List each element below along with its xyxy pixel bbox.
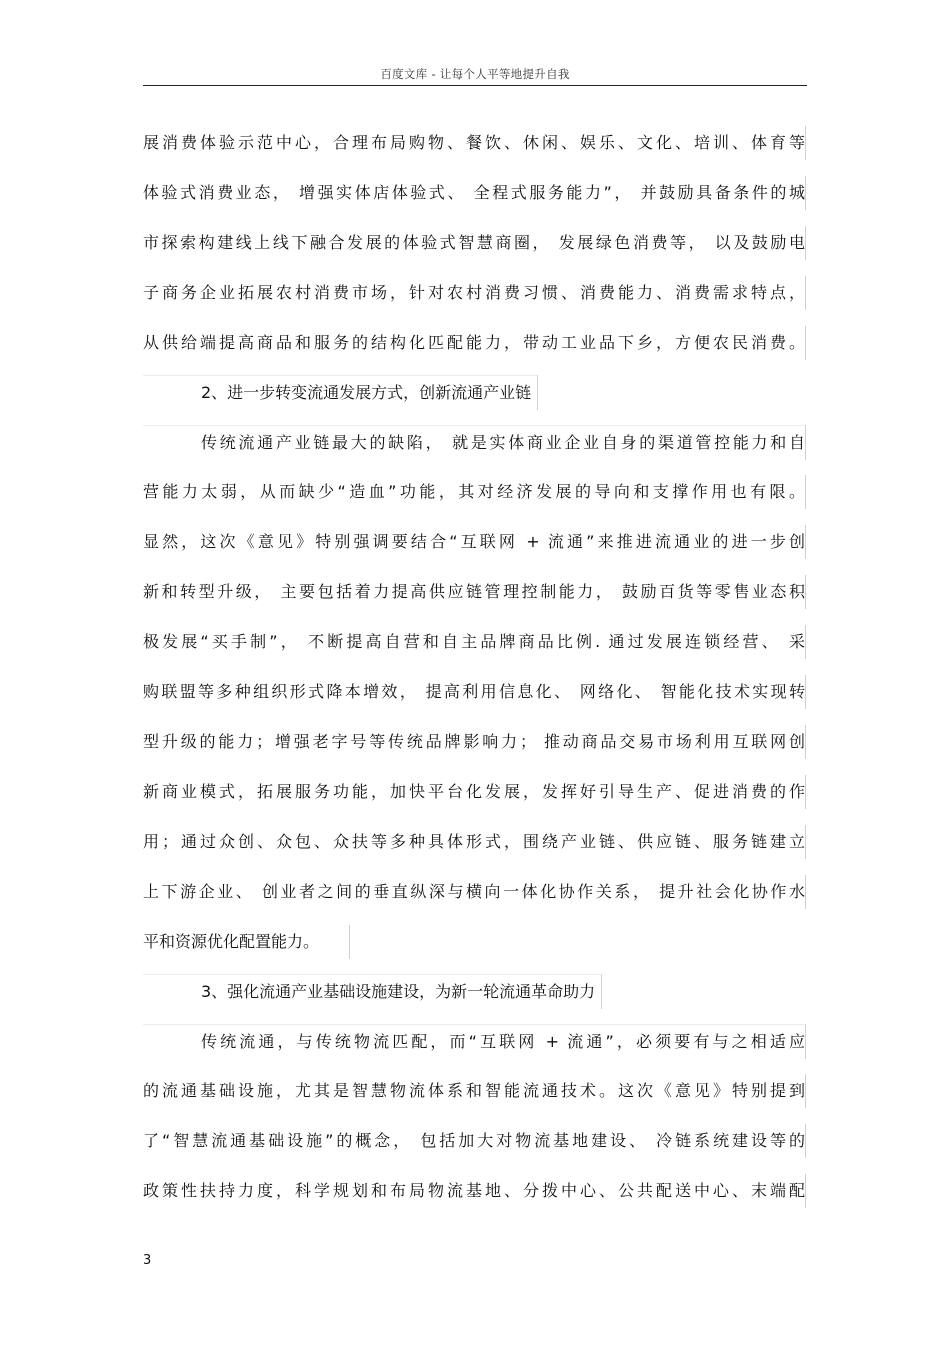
text-line: 新商业模式，拓展服务功能，加快平台化发展，发挥好引导生产、促进消费的作 [143,775,806,809]
text-line: 型升级的能力；增强老字号等传统品牌影响力； 推动商品交易市场利用互联网创 [143,725,806,759]
text-line: 营能力太弱，从而缺少“造血”功能，其对经济发展的导向和支撑作用也有限。 [143,475,806,509]
paragraph-last-line: 平和资源优化配置能力。 [143,925,350,959]
paragraph-first-line: 传统流通产业链最大的缺陷， 就是实体商业企业自身的渠道管控能力和自 [143,425,806,460]
text-line: 从供给端提高商品和服务的结构化匹配能力，带动工业品下乡，方便农民消费。 [143,326,806,360]
text-line: 了“智慧流通基础设施”的概念， 包括加大对物流基地建设、 冷链系统建设等的 [143,1124,806,1158]
section-heading-3: 3、强化流通产业基础设施建设，为新一轮流通革命助力 [143,974,602,1009]
text-line: 展消费体验示范中心，合理布局购物、餐饮、休闲、娱乐、文化、培训、体育等 [143,126,806,160]
page-number: 3 [143,1253,152,1268]
text-line: 市探索构建线上线下融合发展的体验式智慧商圈， 发展绿色消费等， 以及鼓励电 [143,226,806,260]
section-heading-2: 2、进一步转变流通发展方式，创新流通产业链 [143,375,538,410]
page-header: 百度文库 - 让每个人平等地提升自我 [380,67,570,81]
text-line: 极发展“买手制”， 不断提高自营和自主品牌商品比例. 通过发展连锁经营、 采 [143,625,806,659]
text-line: 显然，这次《意见》特别强调要结合“互联网 + 流通”来推进流通业的进一步创 [143,525,806,559]
text-line: 子商务企业拓展农村消费市场，针对农村消费习惯、消费能力、消费需求特点， [143,276,806,310]
text-line: 的流通基础设施，尤其是智慧物流体系和智能流通技术。这次《意见》特别提到 [143,1074,806,1108]
text-line: 购联盟等多种组织形式降本增效， 提高利用信息化、 网络化、 智能化技术实现转 [143,675,806,709]
text-line: 政策性扶持力度，科学规划和布局物流基地、分拨中心、公共配送中心、末端配 [143,1174,806,1208]
text-line: 体验式消费业态， 增强实体店体验式、 全程式服务能力”， 并鼓励具备条件的城 [143,176,806,210]
text-line: 用；通过众创、众包、众扶等多种具体形式，围绕产业链、供应链、服务链建立 [143,825,806,859]
text-line: 新和转型升级， 主要包括着力提高供应链管理控制能力， 鼓励百货等零售业态积 [143,575,806,609]
paragraph-first-line: 传统流通，与传统物流匹配，而“互联网 + 流通”，必须要有与之相适应 [143,1024,806,1059]
header-divider [143,85,807,86]
text-line: 上下游企业、 创业者之间的垂直纵深与横向一体化协作关系， 提升社会化协作水 [143,875,806,909]
